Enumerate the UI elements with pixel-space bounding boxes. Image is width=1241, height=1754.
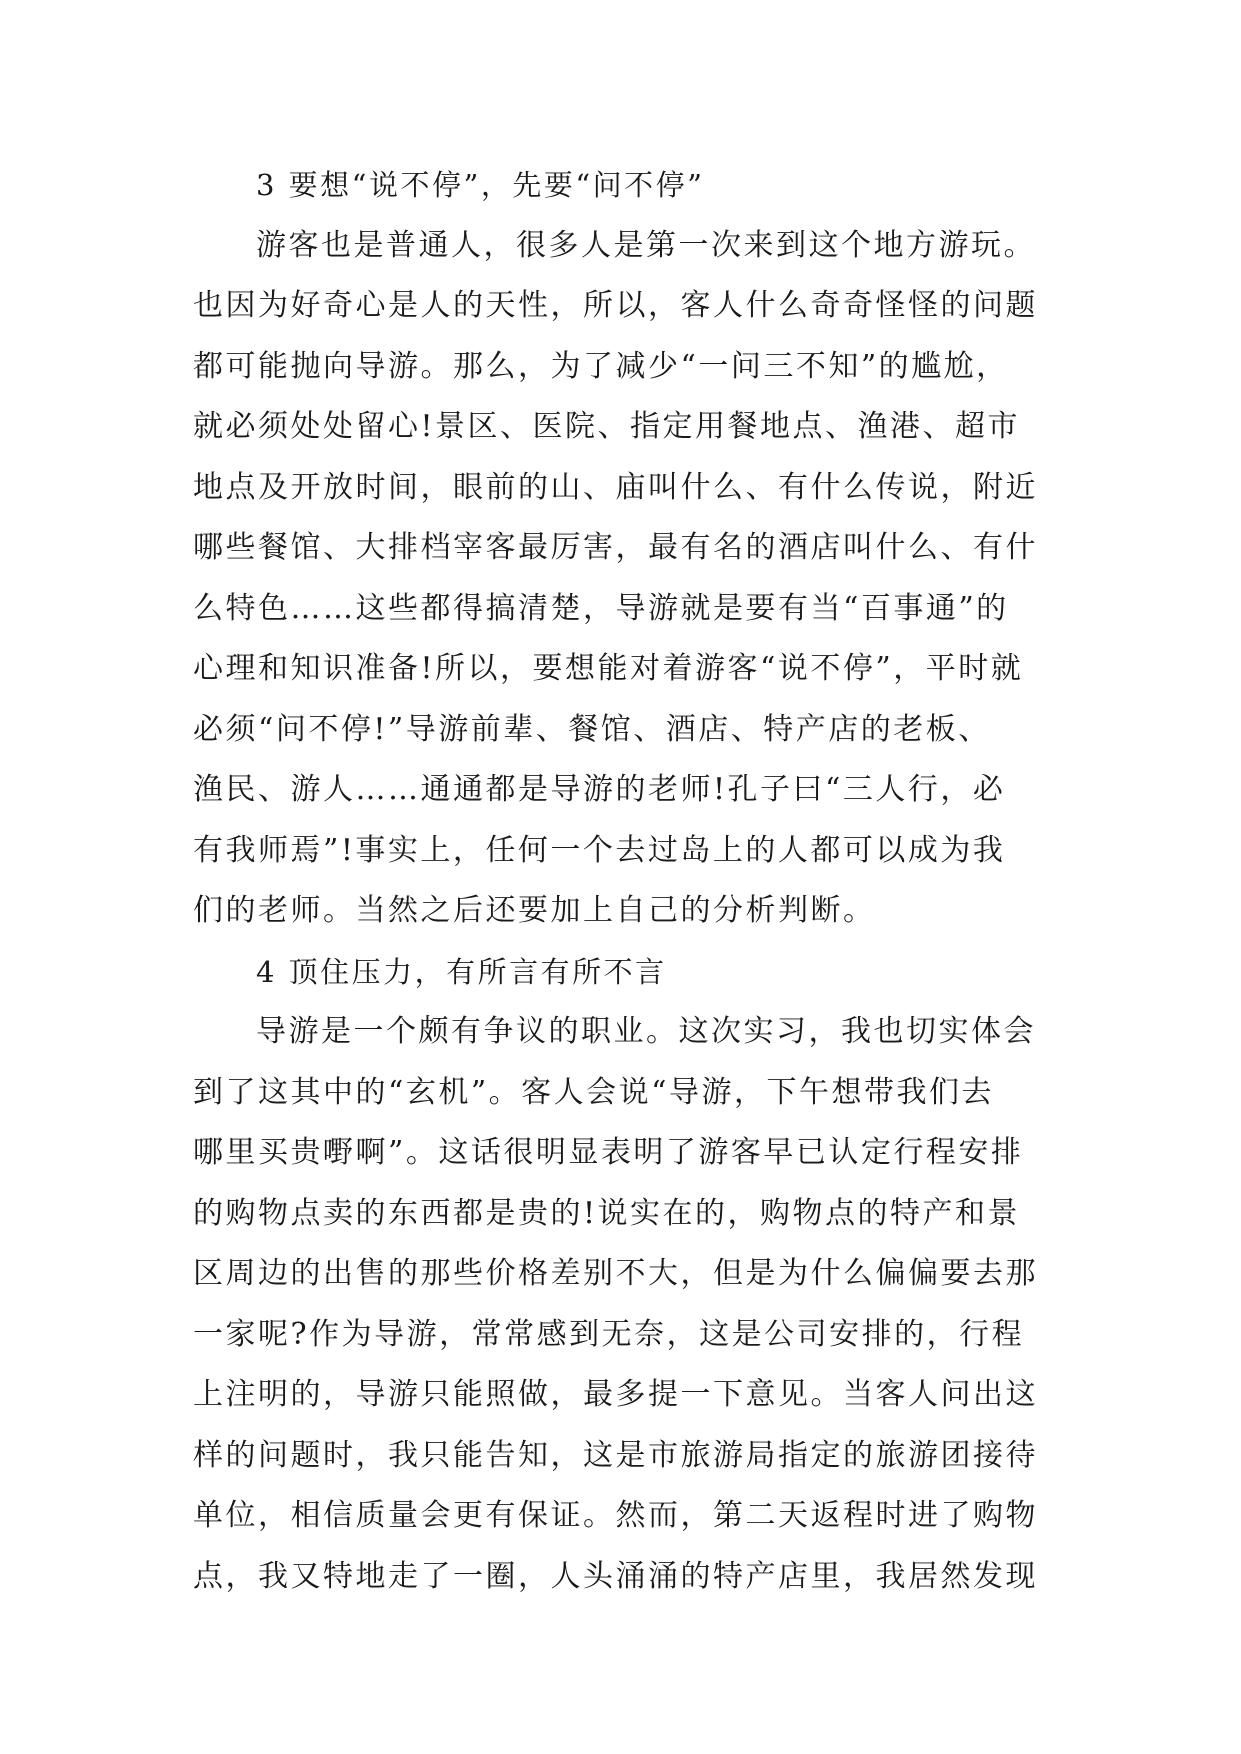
paragraph-line: 心理和知识准备!所以，要想能对着游客“说不停”，平时就	[193, 651, 1024, 686]
paragraph-line: 哪里买贵嘢啊”。这话很明显表明了游客早已认定行程安排	[193, 1135, 1024, 1170]
document-body	[193, 155, 1053, 1607]
paragraph-line: 有我师焉”!事实上，任何一个去过岛上的人都可以成为我	[193, 832, 1006, 868]
paragraph-line: 地点及开放时间，眼前的山、庙叫什么、有什么传说，附近	[193, 469, 1038, 505]
paragraph-line: 上注明的，导游只能照做，最多提一下意见。当客人问出这	[193, 1377, 1038, 1412]
paragraph-line: 到了这其中的“玄机”。客人会说“导游，下午想带我们去	[193, 1074, 995, 1110]
paragraph-line: 区周边的出售的那些价格差别不大，但是为什么偏偏要去那	[193, 1256, 1038, 1291]
paragraph-line: 们的老师。当然之后还要加上自己的分析判断。	[193, 893, 876, 928]
paragraph-line: 哪些餐馆、大排档宰客最厉害，最有名的酒店叫什么、有什	[193, 530, 1038, 565]
paragraph-line: 必须“问不停!”导游前辈、餐馆、酒店、特产店的老板、	[193, 711, 991, 747]
paragraph-line: 游客也是普通人，很多人是第一次来到这个地方游玩。	[256, 227, 1036, 263]
paragraph-line: 点，我又特地走了一圈，人头涌涌的特产店里，我居然发现	[193, 1558, 1038, 1594]
section-3-paragraph	[193, 216, 1053, 942]
paragraph-line: 的购物点卖的东西都是贵的!说实在的，购物点的特产和景	[193, 1195, 1021, 1231]
section-4-paragraph	[193, 1002, 1053, 1607]
section-heading-4: 4 顶住压力，有所言有所不言	[256, 954, 667, 989]
paragraph-line: 一家呢?作为导游，常常感到无奈，这是公司安排的，行程	[193, 1316, 1025, 1352]
paragraph-line: 导游是一个颇有争议的职业。这次实习，我也切实体会	[256, 1014, 1036, 1049]
paragraph-line: 就必须处处留心!景区、医院、指定用餐地点、渔港、超市	[193, 409, 1021, 444]
paragraph-line: 也因为好奇心是人的天性，所以，客人什么奇奇怪怪的问题	[193, 288, 1038, 323]
paragraph-line: 都可能抛向导游。那么，为了减少“一问三不知”的尴尬，	[193, 348, 1009, 384]
paragraph-line: 么特色……这些都得搞清楚，导游就是要有当“百事通”的	[193, 590, 1009, 626]
paragraph-line: 渔民、游人……通通都是导游的老师!孔子曰“三人行，必	[193, 772, 1006, 807]
paragraph-line: 单位，相信质量会更有保证。然而，第二天返程时进了购物	[193, 1498, 1038, 1533]
paragraph-line: 样的问题时，我只能告知，这是市旅游局指定的旅游团接待	[193, 1437, 1038, 1473]
section-heading-3: 3 要想“说不停”，先要“问不停”	[256, 168, 705, 202]
